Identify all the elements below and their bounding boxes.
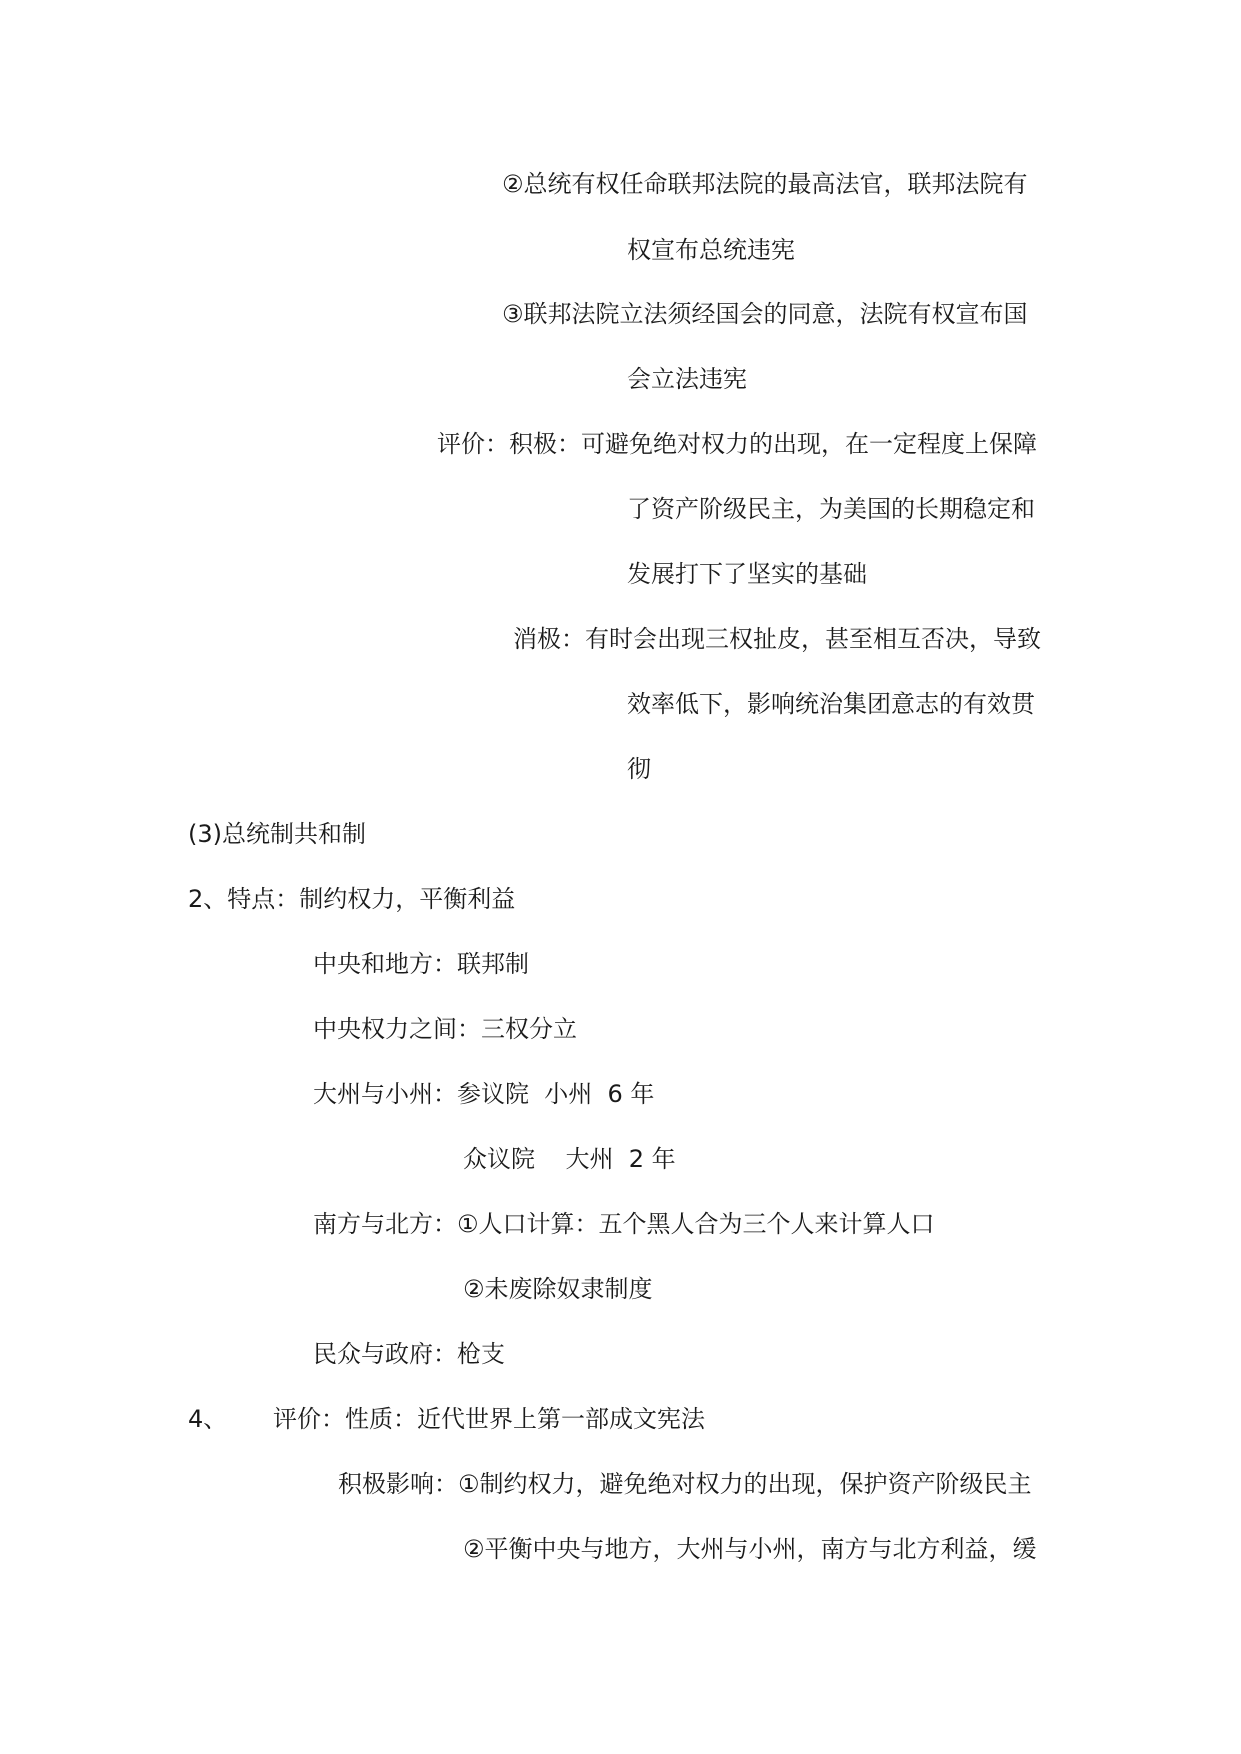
text-line-4: 会立法违宪: [627, 365, 747, 393]
text-line-6: 了资产阶级民主，为美国的长期稳定和: [627, 495, 1035, 523]
text-line-20: 4、 评价：性质：近代世界上第一部成文宪法: [188, 1405, 706, 1433]
text-line-14: 中央权力之间：三权分立: [313, 1015, 577, 1043]
text-line-15: 大州与小州：参议院 小州 6 年: [313, 1080, 655, 1108]
text-line-13: 中央和地方：联邦制: [313, 950, 529, 978]
text-line-16: 众议院 大州 2 年: [463, 1145, 676, 1173]
text-line-17: 南方与北方：①人口计算：五个黑人合为三个人来计算人口: [313, 1210, 935, 1238]
text-line-21: 积极影响：①制约权力，避免绝对权力的出现，保护资产阶级民主: [338, 1470, 1032, 1498]
text-line-7: 发展打下了坚实的基础: [627, 560, 867, 588]
text-line-2: 权宣布总统违宪: [627, 236, 795, 264]
text-line-19: 民众与政府：枪支: [313, 1340, 505, 1368]
text-line-8: 消极：有时会出现三权扯皮，甚至相互否决，导致: [513, 625, 1041, 653]
text-line-11: (3)总统制共和制: [188, 820, 366, 848]
text-line-18: ②未废除奴隶制度: [463, 1275, 653, 1303]
text-line-3: ③联邦法院立法须经国会的同意，法院有权宣布国: [502, 300, 1028, 328]
text-line-10: 彻: [627, 755, 651, 783]
text-line-1: ②总统有权任命联邦法院的最高法官，联邦法院有: [502, 170, 1028, 198]
text-line-9: 效率低下，影响统治集团意志的有效贯: [627, 690, 1035, 718]
text-line-22: ②平衡中央与地方，大州与小州，南方与北方利益，缓: [463, 1535, 1037, 1563]
text-line-5: 评价：积极：可避免绝对权力的出现，在一定程度上保障: [437, 430, 1037, 458]
text-line-12: 2、特点：制约权力，平衡利益: [188, 885, 516, 913]
